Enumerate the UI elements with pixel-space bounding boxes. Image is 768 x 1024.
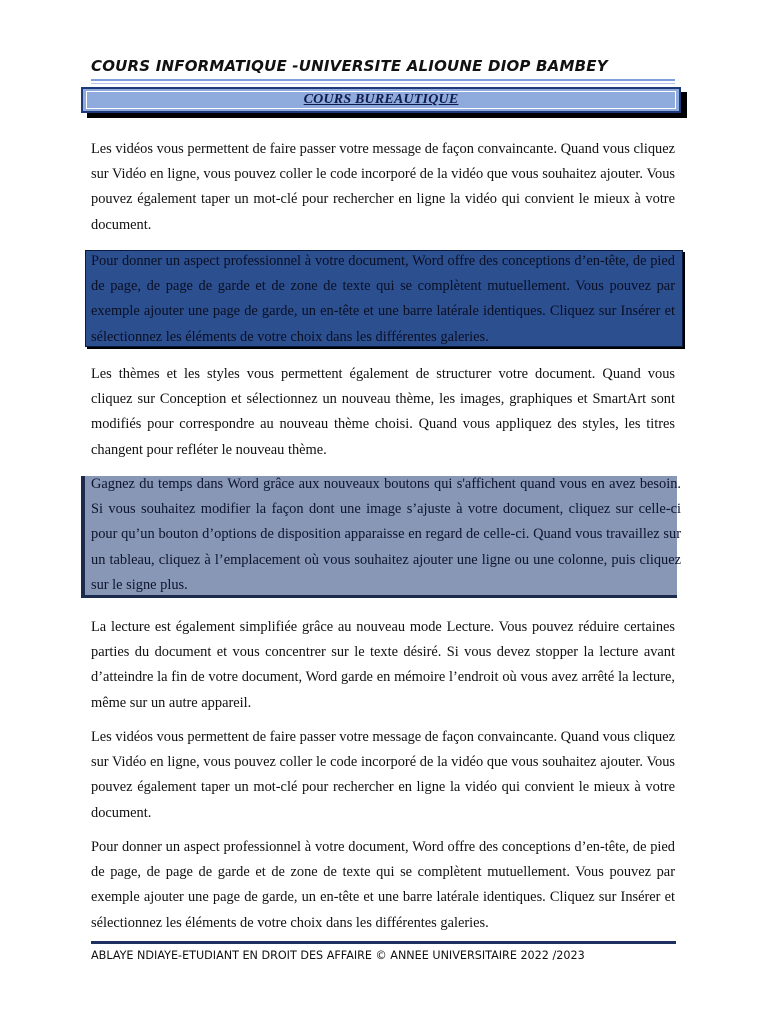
course-title-inner-frame: [86, 91, 676, 109]
header-rule-thin: [91, 83, 675, 84]
body-paragraph-6: Les vidéos vous permettent de faire passer votre message de façon convaincante. Quand vous cliquez sur Vidéo en ligne, vous pouvez coller le code incorporé de la vidéo que vous souhaitez ajouter. Vous pouvez également taper un mot-clé pour rechercher en ligne la vidéo qui convient le mieux à votre document.: [91, 729, 675, 821]
body-paragraph-3: Les thèmes et les styles vous permettent également de structurer votre document. Quand vous cliquez sur Conception et sélectionnez un nouveau thème, les images, graphiques et SmartArt sont modifiés pour correspondre au nouveau thème choisi. Quand vous appliquez des styles, les titres changent pour refléter le nouveau thème.: [91, 366, 675, 458]
footer-rule: [91, 941, 676, 944]
document-header-title: COURS INFORMATIQUE -UNIVERSITE ALIOUNE DIOP BAMBEY: [91, 57, 608, 75]
body-paragraph-1: Les vidéos vous permettent de faire passer votre message de façon convaincante. Quand vous cliquez sur Vidéo en ligne, vous pouvez coller le code incorporé de la vidéo que vous souhaitez ajouter. Vous pouvez également taper un mot-clé pour rechercher en ligne la vidéo qui convient le mieux à votre document.: [91, 141, 675, 233]
body-paragraph-5: La lecture est également simplifiée grâce au nouveau mode Lecture. Vous pouvez réduire certaines parties du document et vous concentrer sur le texte désiré. Si vous devez stopper la lecture avant d’atteindre la fin de votre document, Word garde en mémoire l’endroit où vous avez arrêté la lecture, même sur un autre appareil.: [91, 619, 675, 711]
header-rule-thick: [91, 79, 675, 81]
footer-text: ABLAYE NDIAYE-ETUDIANT EN DROIT DES AFFAIRE © ANNEE UNIVERSITAIRE 2022 /2023: [91, 949, 585, 962]
body-paragraph-2: Pour donner un aspect professionnel à votre document, Word offre des conceptions d’en-tête, de pied de page, de page de garde et de zone de texte qui se complètent mutuellement. Vous pouvez par exemple ajouter une page de garde, un en-tête et une barre latérale identiques. Cliquez sur Insérer et sélectionnez les éléments de votre choix dans les différentes galeries.: [91, 253, 675, 345]
course-title-box: [81, 87, 681, 113]
body-paragraph-7: Pour donner un aspect professionnel à votre document, Word offre des conceptions d’en-tête, de pied de page, de page de garde et de zone de texte qui se complètent mutuellement. Vous pouvez par exemple ajouter une page de garde, un en-tête et une barre latérale identiques. Cliquez sur Insérer et sélectionnez les éléments de votre choix dans les différentes galeries.: [91, 839, 675, 931]
course-title: COURS BUREAUTIQUE: [303, 92, 459, 107]
highlight-box-grey: [81, 476, 681, 598]
highlight-box-dark: [85, 250, 683, 347]
body-paragraph-4: Gagnez du temps dans Word grâce aux nouveaux boutons qui s'affichent quand vous en avez besoin. Si vous souhaitez modifier la façon dont une image s’ajuste à votre document, cliquez sur celle-ci pour qu’un bouton d’options de disposition apparaisse en regard de celle-ci. Quand vous travaillez sur un tableau, cliquez à l’emplacement où vous souhaitez ajouter une ligne ou une colonne, puis cliquez sur le signe plus.: [91, 476, 681, 593]
